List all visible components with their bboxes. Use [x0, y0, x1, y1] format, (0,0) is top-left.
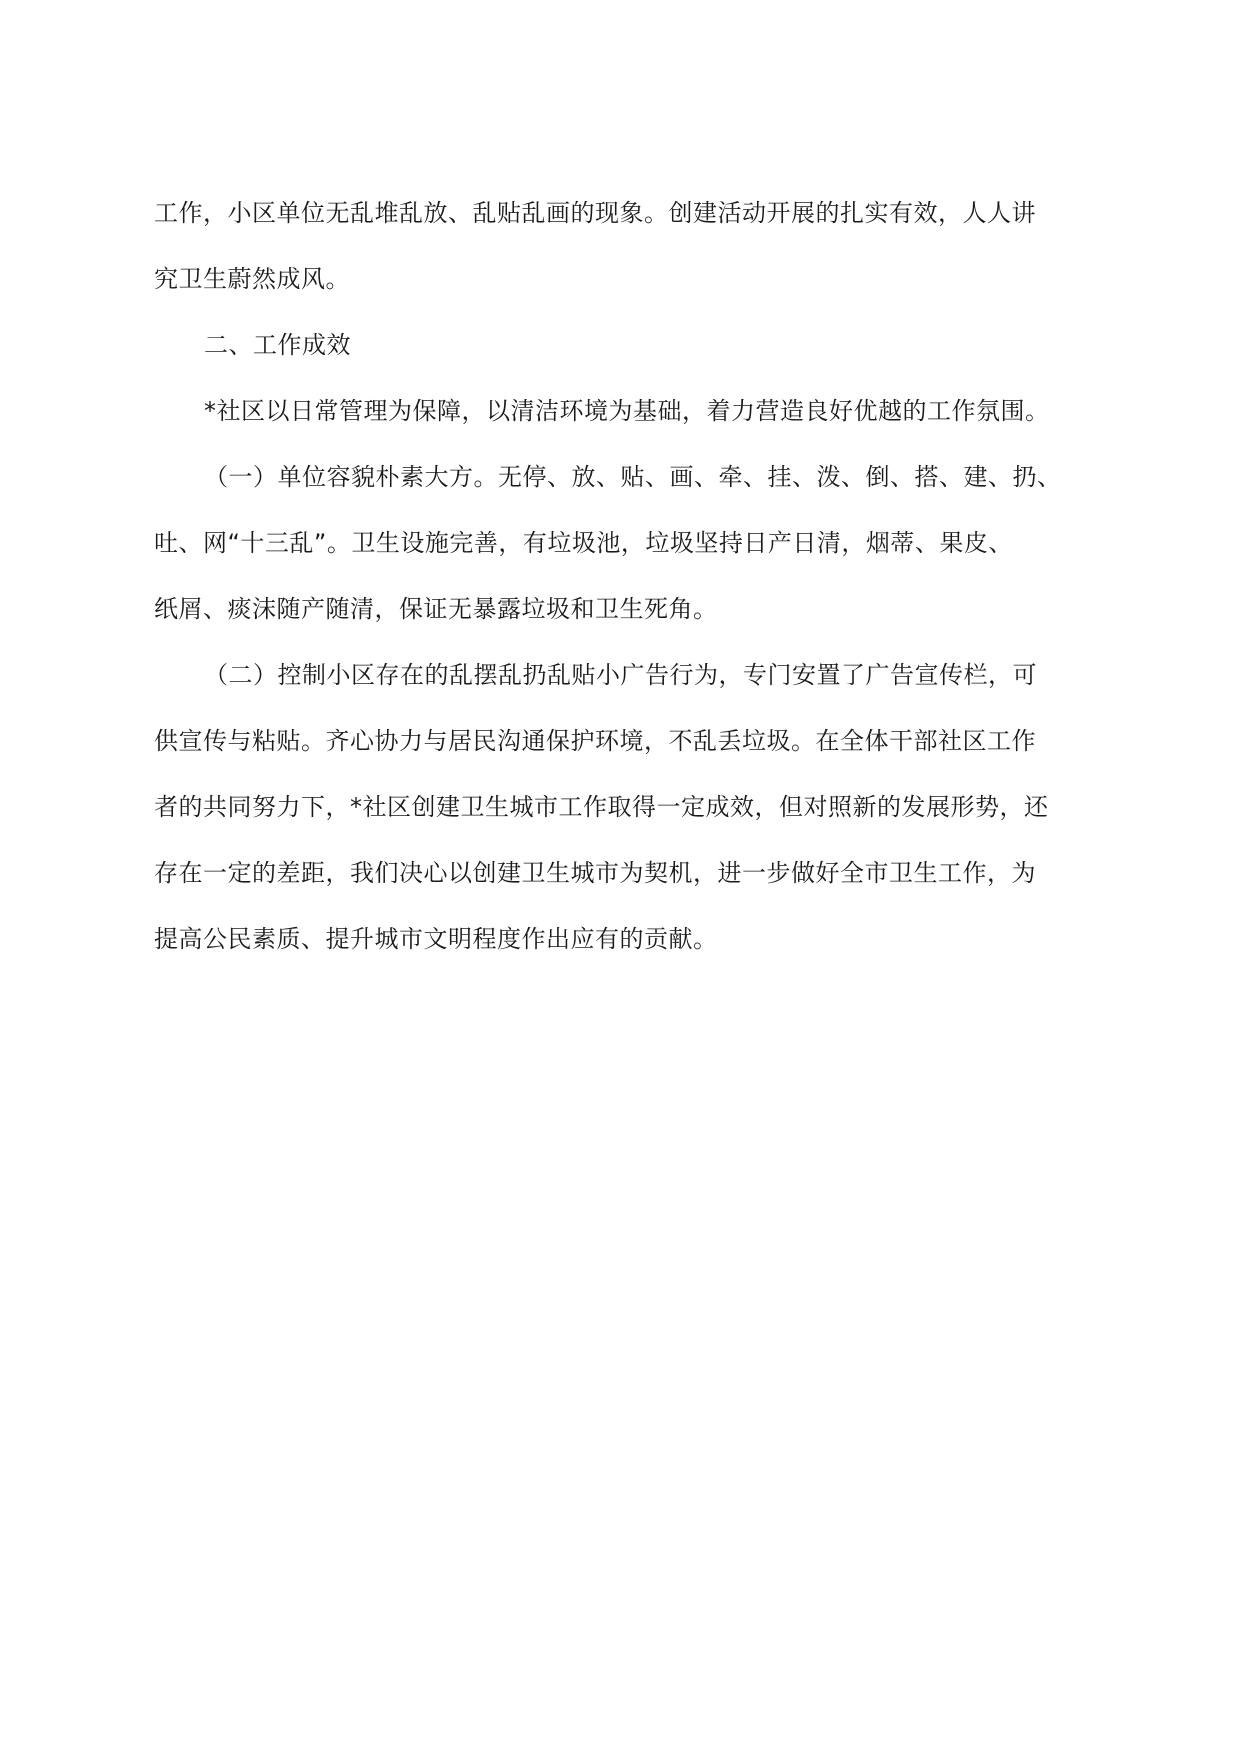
- paragraph-line-1: 工作，小区单位无乱堆乱放、乱贴乱画的现象。创建活动开展的扎实有效，人人讲: [154, 199, 1036, 227]
- item-one-line-1: （一）单位容貌朴素大方。无停、放、贴、画、牵、挂、泼、倒、搭、建、扔、: [204, 463, 1062, 491]
- section-heading: 二、工作成效: [204, 331, 351, 359]
- item-two-line-2: 供宣传与粘贴。齐心协力与居民沟通保护环境，不乱丢垃圾。在全体干部社区工作: [154, 727, 1036, 755]
- item-two-line-4: 存在一定的差距，我们决心以创建卫生城市为契机，进一步做好全市卫生工作，为: [154, 859, 1036, 887]
- paragraph-line-4: *社区以日常管理为保障，以清洁环境为基础，着力营造良好优越的工作氛围。: [204, 397, 1050, 425]
- item-one-line-3: 纸屑、痰沫随产随清，保证无暴露垃圾和卫生死角。: [154, 595, 718, 623]
- item-two-line-5: 提高公民素质、提升城市文明程度作出应有的贡献。: [154, 925, 718, 953]
- item-two-line-1: （二）控制小区存在的乱摆乱扔乱贴小广告行为，专门安置了广告宣传栏，可: [204, 661, 1037, 689]
- paragraph-line-2: 究卫生蔚然成风。: [154, 265, 350, 293]
- item-two-line-3: 者的共同努力下，*社区创建卫生城市工作取得一定成效，但对照新的发展形势，还: [154, 793, 1049, 821]
- item-one-line-2: 吐、网“十三乱”。卫生设施完善，有垃圾池，垃圾坚持日产日清，烟蒂、果皮、: [154, 529, 1013, 557]
